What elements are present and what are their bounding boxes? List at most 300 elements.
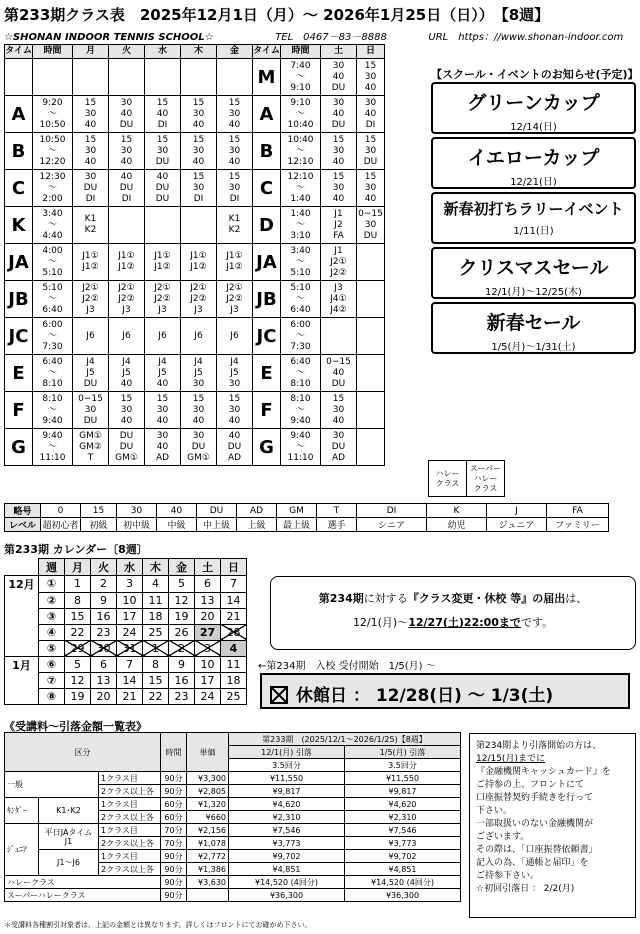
schedule-cell-tue: [109, 59, 145, 96]
schedule-cell-mon: J6: [73, 318, 109, 355]
schedule-row: [5, 59, 385, 96]
schedule-cell-wed: [145, 59, 181, 96]
fee-header-dec: 12/1(月) 引落: [229, 746, 345, 759]
schedule-cell-wed: J1① J1②: [145, 244, 181, 281]
schedule-weekend-time-range: 6:40 ～ 8:10: [281, 355, 321, 392]
schedule-weekend-time-code: M: [253, 59, 281, 96]
fee-unit: ¥1,078: [187, 837, 229, 850]
calendar-month-spacer: [5, 608, 39, 624]
side-note-line: 記入の為、「通帳と届印」を: [476, 858, 589, 868]
fee-weeks-dec: 3.5回分: [229, 759, 345, 772]
schedule-cell-fri: J4 J5 30: [217, 355, 253, 392]
calendar-day: 7: [117, 656, 143, 673]
notice-title: イエローカップ: [467, 147, 600, 169]
fee-time: 70分: [161, 824, 187, 837]
header-fri: 金: [217, 45, 253, 59]
schedule-cell-thu: [181, 59, 217, 96]
calendar-day: 25: [221, 689, 247, 705]
schedule-time-range: 12:30 ～ 2:00: [33, 170, 73, 207]
header-tue: 火: [109, 45, 145, 59]
schedule-time-range: 5:10 ～ 6:40: [33, 281, 73, 318]
fee-time: 90分: [161, 850, 187, 863]
legend-code-label: 略号: [5, 504, 41, 518]
fee-dec: ¥7,546: [229, 824, 345, 837]
schedule-cell-fri: 40 DU AD: [217, 429, 253, 466]
side-note-line: 第234期より引落開始の方は、: [476, 741, 602, 751]
fee-sub-junior-ja: 平日JAタイム J1: [39, 824, 99, 850]
fee-unit: ¥3,630: [187, 876, 229, 889]
schedule-time-code: G: [5, 429, 33, 466]
calendar-day: 8: [143, 656, 169, 673]
side-note-line: 口座振替契約手続きを行って: [476, 793, 594, 803]
calendar-day: 18: [143, 608, 169, 624]
notice-new-year-sale: [431, 302, 636, 354]
schedule-row: [5, 96, 385, 133]
schedule-cell-tue: 15 30 40: [109, 392, 145, 429]
fee-class: 2クラス以上各: [99, 785, 161, 798]
fee-row-hare: [5, 876, 461, 889]
schedule-weekend-time-range: 7:40 ～ 9:10: [281, 59, 321, 96]
schedule-cell-sun: 15 30 40: [357, 170, 385, 207]
schedule-weekend-time-code: D: [253, 207, 281, 244]
schedule-time-range: 9:20 ～ 10:50: [33, 96, 73, 133]
notice-date: 12/14(日): [510, 122, 557, 133]
schedule-weekend-time-range: 5:10 ～ 6:40: [281, 281, 321, 318]
calendar-day: 11: [143, 592, 169, 608]
fee-class: 1クラス目: [99, 772, 161, 785]
schedule-row: [5, 392, 385, 429]
schedule-cell-thu: 15 30 40: [181, 133, 217, 170]
notice-title: グリーンカップ: [467, 92, 600, 114]
schedule-cell-sat: J1 J2① J2②: [321, 244, 357, 281]
school-name: ☆SHONAN INDOOR TENNIS SCHOOL☆: [4, 32, 214, 43]
fee-sub-kinder: K1･K2: [39, 798, 99, 824]
schedule-weekend-time-range: 3:40 ～ 5:10: [281, 244, 321, 281]
calendar-day: 17: [117, 608, 143, 624]
fee-unit: ¥2,805: [187, 785, 229, 798]
fee-dec: ¥36,300: [229, 889, 345, 902]
fee-footnote: ＊受講料各種割引対象者は、上記の金額とは異なります。詳しくはフロントにてお確かめ下さい。: [4, 921, 312, 929]
schedule-cell-mon: 30 DU DI: [73, 170, 109, 207]
school-tel: TEL 0467－83－8888: [275, 32, 387, 43]
fee-unit: ¥1,386: [187, 863, 229, 876]
notice-date: 1/5(月)～1/31(土): [491, 342, 576, 353]
fee-row: [5, 772, 461, 785]
legend-code: GM: [277, 504, 317, 518]
calendar-day: 14: [117, 673, 143, 689]
schedule-weekend-time-range: 1:40 ～ 3:10: [281, 207, 321, 244]
schedule-cell-tue: [109, 207, 145, 244]
schedule-cell-sun: 0−15 30 DU: [357, 207, 385, 244]
legend-levels-row: [5, 518, 609, 532]
legend-code: 40: [157, 504, 197, 518]
calendar-header-row: [5, 559, 247, 576]
calendar-day: 24: [117, 624, 143, 640]
calendar-day: 9: [91, 592, 117, 608]
calendar-day: 18: [221, 673, 247, 689]
legend-code: J: [487, 504, 547, 518]
entry-start-note: ←第234期 入校 受付開始 1/5(月) ～: [258, 661, 436, 672]
calendar-day: 22: [65, 624, 91, 640]
cal-header-thu: 木: [143, 559, 169, 576]
schedule-cell-sat: 0−15 40 DU: [321, 355, 357, 392]
fee-cat-general: 一般: [5, 772, 99, 798]
calendar-month-spacer: [5, 640, 39, 656]
calendar-day: 7: [221, 576, 247, 593]
schedule-cell-mon: 15 30 40: [73, 133, 109, 170]
fee-jan: ¥2,310: [345, 811, 461, 824]
fee-dec: ¥4,851: [229, 863, 345, 876]
calendar-day: 6: [195, 576, 221, 593]
legend-code: 0: [41, 504, 81, 518]
schedule-cell-wed: J4 J5 40: [145, 355, 181, 392]
schedule-cell-fri: [217, 59, 253, 96]
side-note-line: その際は、「口座振替依頼書」: [476, 845, 598, 855]
calendar-day: 2: [91, 576, 117, 593]
cal-header-tue: 火: [91, 559, 117, 576]
schedule-row: [5, 207, 385, 244]
schedule-cell-wed: J2① J2② J3: [145, 281, 181, 318]
fee-class: 1クラス目: [99, 798, 161, 811]
schedule-weekend-time-range: 6:00 ～ 7:30: [281, 318, 321, 355]
fee-jan: ¥4,620: [345, 798, 461, 811]
header-sun: 日: [357, 45, 385, 59]
schedule-header-row: [5, 45, 385, 59]
schedule-time-code: [5, 59, 33, 96]
side-note-line: 一部取扱いのない金融機関が: [476, 819, 594, 829]
fee-cat-hare: ハレークラス: [5, 876, 161, 889]
side-note-line: 『金融機関キャッシュカード』を: [476, 767, 611, 777]
schedule-weekend-time-range: 8:10 ～ 9:40: [281, 392, 321, 429]
fee-unit: ¥2,156: [187, 824, 229, 837]
legend-level-label: レベル: [5, 518, 41, 532]
schedule-row: [5, 281, 385, 318]
schedule-cell-fri: J6: [217, 318, 253, 355]
calendar-day: 9: [169, 656, 195, 673]
calendar-day: 11: [221, 656, 247, 673]
schedule-weekend-time-code: JA: [253, 244, 281, 281]
notice-title: クリスマスセール: [458, 257, 609, 279]
schedule-cell-sun: [357, 318, 385, 355]
schedule-weekend-time-range: 10:40 ～ 12:10: [281, 133, 321, 170]
fee-unit: ¥1,320: [187, 798, 229, 811]
calendar-day: 3: [117, 576, 143, 593]
schedule-cell-sat: 15 30 40: [321, 133, 357, 170]
schedule-time-code: C: [5, 170, 33, 207]
schedule-time-range: 10:50 ～ 12:20: [33, 133, 73, 170]
side-note-line: ございます。: [476, 832, 530, 842]
side-note-line: ご持参下さい。: [476, 871, 540, 881]
legend-level: ファミリー: [547, 518, 609, 532]
fee-header-unit: 単価: [187, 733, 229, 772]
schedule-row: [5, 133, 385, 170]
calendar-day: 19: [65, 689, 91, 705]
calendar-week-row: [5, 576, 247, 593]
legend-code: T: [317, 504, 357, 518]
calendar-week-row: [5, 608, 247, 624]
schedule-cell-sun: 15 30 DU: [357, 133, 385, 170]
schedule-cell-mon: GM① GM② T: [73, 429, 109, 466]
calendar-week-row: [5, 656, 247, 673]
schedule-time-range: 3:40 ～ 4:40: [33, 207, 73, 244]
school-info: [4, 28, 636, 42]
calendar-day: 24: [195, 689, 221, 705]
calendar-day: 15: [65, 608, 91, 624]
notice-date: 1/11(日): [513, 226, 554, 237]
header-time-code: タイム: [5, 45, 33, 59]
calendar-day: 4: [221, 640, 247, 656]
header-time-weekend: 時間: [281, 45, 321, 59]
fee-jan: ¥3,773: [345, 837, 461, 850]
schedule-cell-tue: 40 DU DI: [109, 170, 145, 207]
calendar-week-number: ③: [39, 608, 65, 624]
schedule-cell-sun: [357, 281, 385, 318]
fee-dec-hare: [229, 876, 345, 889]
schedule-cell-fri: 15 30 40: [217, 96, 253, 133]
schedule-cell-sun: 30 40 DI: [357, 96, 385, 133]
fee-time: 90分: [161, 863, 187, 876]
cal-header-wed: 水: [117, 559, 143, 576]
fee-jan: ¥11,550: [345, 772, 461, 785]
calendar-day: 1: [65, 576, 91, 593]
fee-time: 90分: [161, 772, 187, 785]
side-note-line: ☆初回引落日 ： 2/2(月): [476, 884, 575, 894]
calendar-day: 21: [117, 689, 143, 705]
legend-codes-row: [5, 504, 609, 518]
schedule-cell-mon: J2① J2② J3: [73, 281, 109, 318]
calendar-week-number: ⑦: [39, 673, 65, 689]
calendar-table: [4, 558, 247, 705]
schedule-cell-wed: 15 40 DI: [145, 96, 181, 133]
schedule-cell-fri: 15 30 40: [217, 392, 253, 429]
calendar-day: 12: [65, 673, 91, 689]
event-notices: [431, 66, 639, 357]
schedule-weekend-time-range: 12:10 ～ 1:40: [281, 170, 321, 207]
schedule-cell-fri: J2① J2② J3: [217, 281, 253, 318]
calendar-day-closed: 29: [65, 640, 91, 656]
calendar-day: 4: [143, 576, 169, 593]
schedule-cell-wed: [145, 207, 181, 244]
fee-unit-empty: [187, 889, 229, 902]
calendar-week-number: ②: [39, 592, 65, 608]
schedule-weekend-time-code: JB: [253, 281, 281, 318]
fee-dec-hare-note: (4回分): [290, 877, 318, 887]
calendar-week-row: [5, 689, 247, 705]
calendar-day: 21: [221, 608, 247, 624]
calendar-day: 13: [91, 673, 117, 689]
schedule-time-code: E: [5, 355, 33, 392]
fee-cat-super-hare: スーパーハレークラス: [5, 889, 161, 902]
calendar-day: 12: [169, 592, 195, 608]
schedule-time-code: JA: [5, 244, 33, 281]
schedule-cell-sun: [357, 392, 385, 429]
calendar-month-dec: 12月: [5, 576, 39, 593]
fee-weeks-jan: 3.5回分: [345, 759, 461, 772]
class-change-notice: [270, 576, 636, 650]
header-wed: 水: [145, 45, 181, 59]
schedule-cell-thu: J2① J2② J3: [181, 281, 217, 318]
cal-note-for: に対する: [363, 592, 408, 605]
schedule-cell-fri: K1 K2: [217, 207, 253, 244]
schedule-row: [5, 244, 385, 281]
calendar-day: 8: [65, 592, 91, 608]
debit-info-note: [469, 733, 636, 918]
calendar-week-row: [5, 592, 247, 608]
hare-class-label: ハレー クラス: [429, 461, 467, 497]
schedule-time-code: K: [5, 207, 33, 244]
schedule-cell-sun: [357, 244, 385, 281]
calendar-week-number: ④: [39, 624, 65, 640]
fee-time: 90分: [161, 876, 187, 889]
calendar-day: 10: [117, 592, 143, 608]
level-legend: [4, 503, 609, 532]
calendar-month-jan: 1月: [5, 656, 39, 673]
schedule-cell-mon: [73, 59, 109, 96]
schedule-cell-mon: 0−15 30 DU: [73, 392, 109, 429]
schedule-cell-mon: 15 30 40: [73, 96, 109, 133]
schedule-weekend-time-code: F: [253, 392, 281, 429]
fee-unit: ¥2,772: [187, 850, 229, 863]
calendar-day: 16: [91, 608, 117, 624]
header-time-code-weekend: タイム: [253, 45, 281, 59]
fee-jan: ¥9,702: [345, 850, 461, 863]
calendar-day-closed: 28: [221, 624, 247, 640]
side-note-line: 下さい。: [476, 806, 513, 816]
cal-header-fri: 金: [169, 559, 195, 576]
schedule-weekend-time-code: B: [253, 133, 281, 170]
cal-header-sat: 土: [195, 559, 221, 576]
header-sat: 土: [321, 45, 357, 59]
schedule-cell-wed: J6: [145, 318, 181, 355]
cal-header-mon: 月: [65, 559, 91, 576]
fee-dec: ¥4,620: [229, 798, 345, 811]
schedule-cell-sat: [321, 318, 357, 355]
school-url: URL https：//www.shonan-indoor.com: [428, 32, 624, 43]
cal-note-subject: 『クラス変更・休校 等』の届出: [407, 592, 566, 605]
schedule-row: [5, 429, 385, 466]
schedule-weekend-time-code: G: [253, 429, 281, 466]
legend-level: 初級: [81, 518, 117, 532]
calendar-month-spacer: [5, 624, 39, 640]
calendar-day: 20: [195, 608, 221, 624]
legend-code: DI: [357, 504, 427, 518]
side-note-deadline: 12/15(月)までに: [476, 754, 545, 764]
calendar-month-spacer: [5, 689, 39, 705]
schedule-cell-fri: 15 30 40: [217, 133, 253, 170]
schedule-weekend-time-code: JC: [253, 318, 281, 355]
calendar-day: 23: [91, 624, 117, 640]
schedule-time-code: A: [5, 96, 33, 133]
schedule-cell-sun: [357, 429, 385, 466]
schedule-cell-sat: 30 DU AD: [321, 429, 357, 466]
schedule-cell-mon: J4 J5 DU: [73, 355, 109, 392]
calendar-day-closed: 30: [91, 640, 117, 656]
legend-code: FA: [547, 504, 609, 518]
schedule-cell-thu: J6: [181, 318, 217, 355]
notice-yellow-cup: [431, 137, 636, 189]
cal-note-wa: は、: [565, 592, 588, 605]
schedule-weekend-time-range: 9:10 ～ 10:40: [281, 96, 321, 133]
schedule-row: [5, 355, 385, 392]
notice-title: 新春初打ちラリーイベント: [443, 200, 624, 218]
closed-x-icon: [270, 686, 288, 704]
schedule-time-code: JB: [5, 281, 33, 318]
fee-class: 2クラス以上各: [99, 811, 161, 824]
fee-dec: ¥11,550: [229, 772, 345, 785]
closed-days-banner: [260, 673, 630, 709]
header-mon: 月: [73, 45, 109, 59]
hare-class-panel: [428, 460, 505, 497]
calendar-day: 20: [91, 689, 117, 705]
calendar-day: 27: [195, 624, 221, 640]
schedule-cell-tue: J4 J5 40: [109, 355, 145, 392]
fee-time: 60分: [161, 811, 187, 824]
schedule-row: [5, 170, 385, 207]
schedule-cell-sun: 15 30 40: [357, 59, 385, 96]
side-note-line: ご持参の上、フロントにて: [476, 780, 585, 790]
schedule-cell-mon: J1① J1②: [73, 244, 109, 281]
schedule-cell-sat: 30 40 DU: [321, 96, 357, 133]
schedule-cell-thu: 15 30 40: [181, 96, 217, 133]
calendar-day: 22: [143, 689, 169, 705]
notices-header: 【スクール・イベントのお知らせ(予定)】: [431, 68, 639, 81]
fee-dec: ¥3,773: [229, 837, 345, 850]
schedule-cell-tue: J6: [109, 318, 145, 355]
calendar-day-closed: 2: [169, 640, 195, 656]
schedule-time-code: JC: [5, 318, 33, 355]
calendar-week-row: [5, 640, 247, 656]
calendar-week-number: ⑤: [39, 640, 65, 656]
calendar-week-row: [5, 624, 247, 640]
fee-jan: ¥36,300: [345, 889, 461, 902]
legend-code: K: [427, 504, 487, 518]
schedule-row: [5, 318, 385, 355]
fee-jan: ¥7,546: [345, 824, 461, 837]
fee-time: 70分: [161, 837, 187, 850]
legend-level: 最上級: [277, 518, 317, 532]
schedule-cell-wed: 30 40 AD: [145, 429, 181, 466]
notice-date: 12/21(日): [510, 177, 557, 188]
schedule-cell-thu: J4 J5 30: [181, 355, 217, 392]
fee-class: 1クラス目: [99, 824, 161, 837]
fee-jan-hare-value: ¥14,520: [371, 877, 405, 887]
notice-title: 新春セール: [486, 312, 581, 334]
calendar-day: 14: [221, 592, 247, 608]
fee-jan: ¥9,817: [345, 785, 461, 798]
fee-row: [5, 850, 461, 863]
schedule-cell-tue: DU DU GM①: [109, 429, 145, 466]
fee-table-title: 《受講料～引落金額一覧表》: [4, 720, 147, 733]
legend-level: 上級: [237, 518, 277, 532]
schedule-weekend-time-code: C: [253, 170, 281, 207]
schedule-cell-wed: 15 30 DU: [145, 133, 181, 170]
calendar-month-spacer: [5, 673, 39, 689]
schedule-time-range: 9:40 ～ 11:10: [33, 429, 73, 466]
schedule-cell-thu: [181, 207, 217, 244]
notice-new-year-rally: [431, 192, 636, 244]
schedule-cell-sat: 30 40 DU: [321, 59, 357, 96]
schedule-cell-tue: 15 30 40: [109, 133, 145, 170]
schedule-weekend-time-range: 9:40 ～ 11:10: [281, 429, 321, 466]
schedule-cell-tue: J1① J1②: [109, 244, 145, 281]
schedule-weekend-time-code: A: [253, 96, 281, 133]
calendar-corner: [5, 559, 39, 576]
schedule-weekend-time-code: E: [253, 355, 281, 392]
legend-level: シニア: [357, 518, 427, 532]
fee-jan-hare: [345, 876, 461, 889]
calendar-week-row: [5, 673, 247, 689]
calendar-week-number: ⑥: [39, 656, 65, 673]
